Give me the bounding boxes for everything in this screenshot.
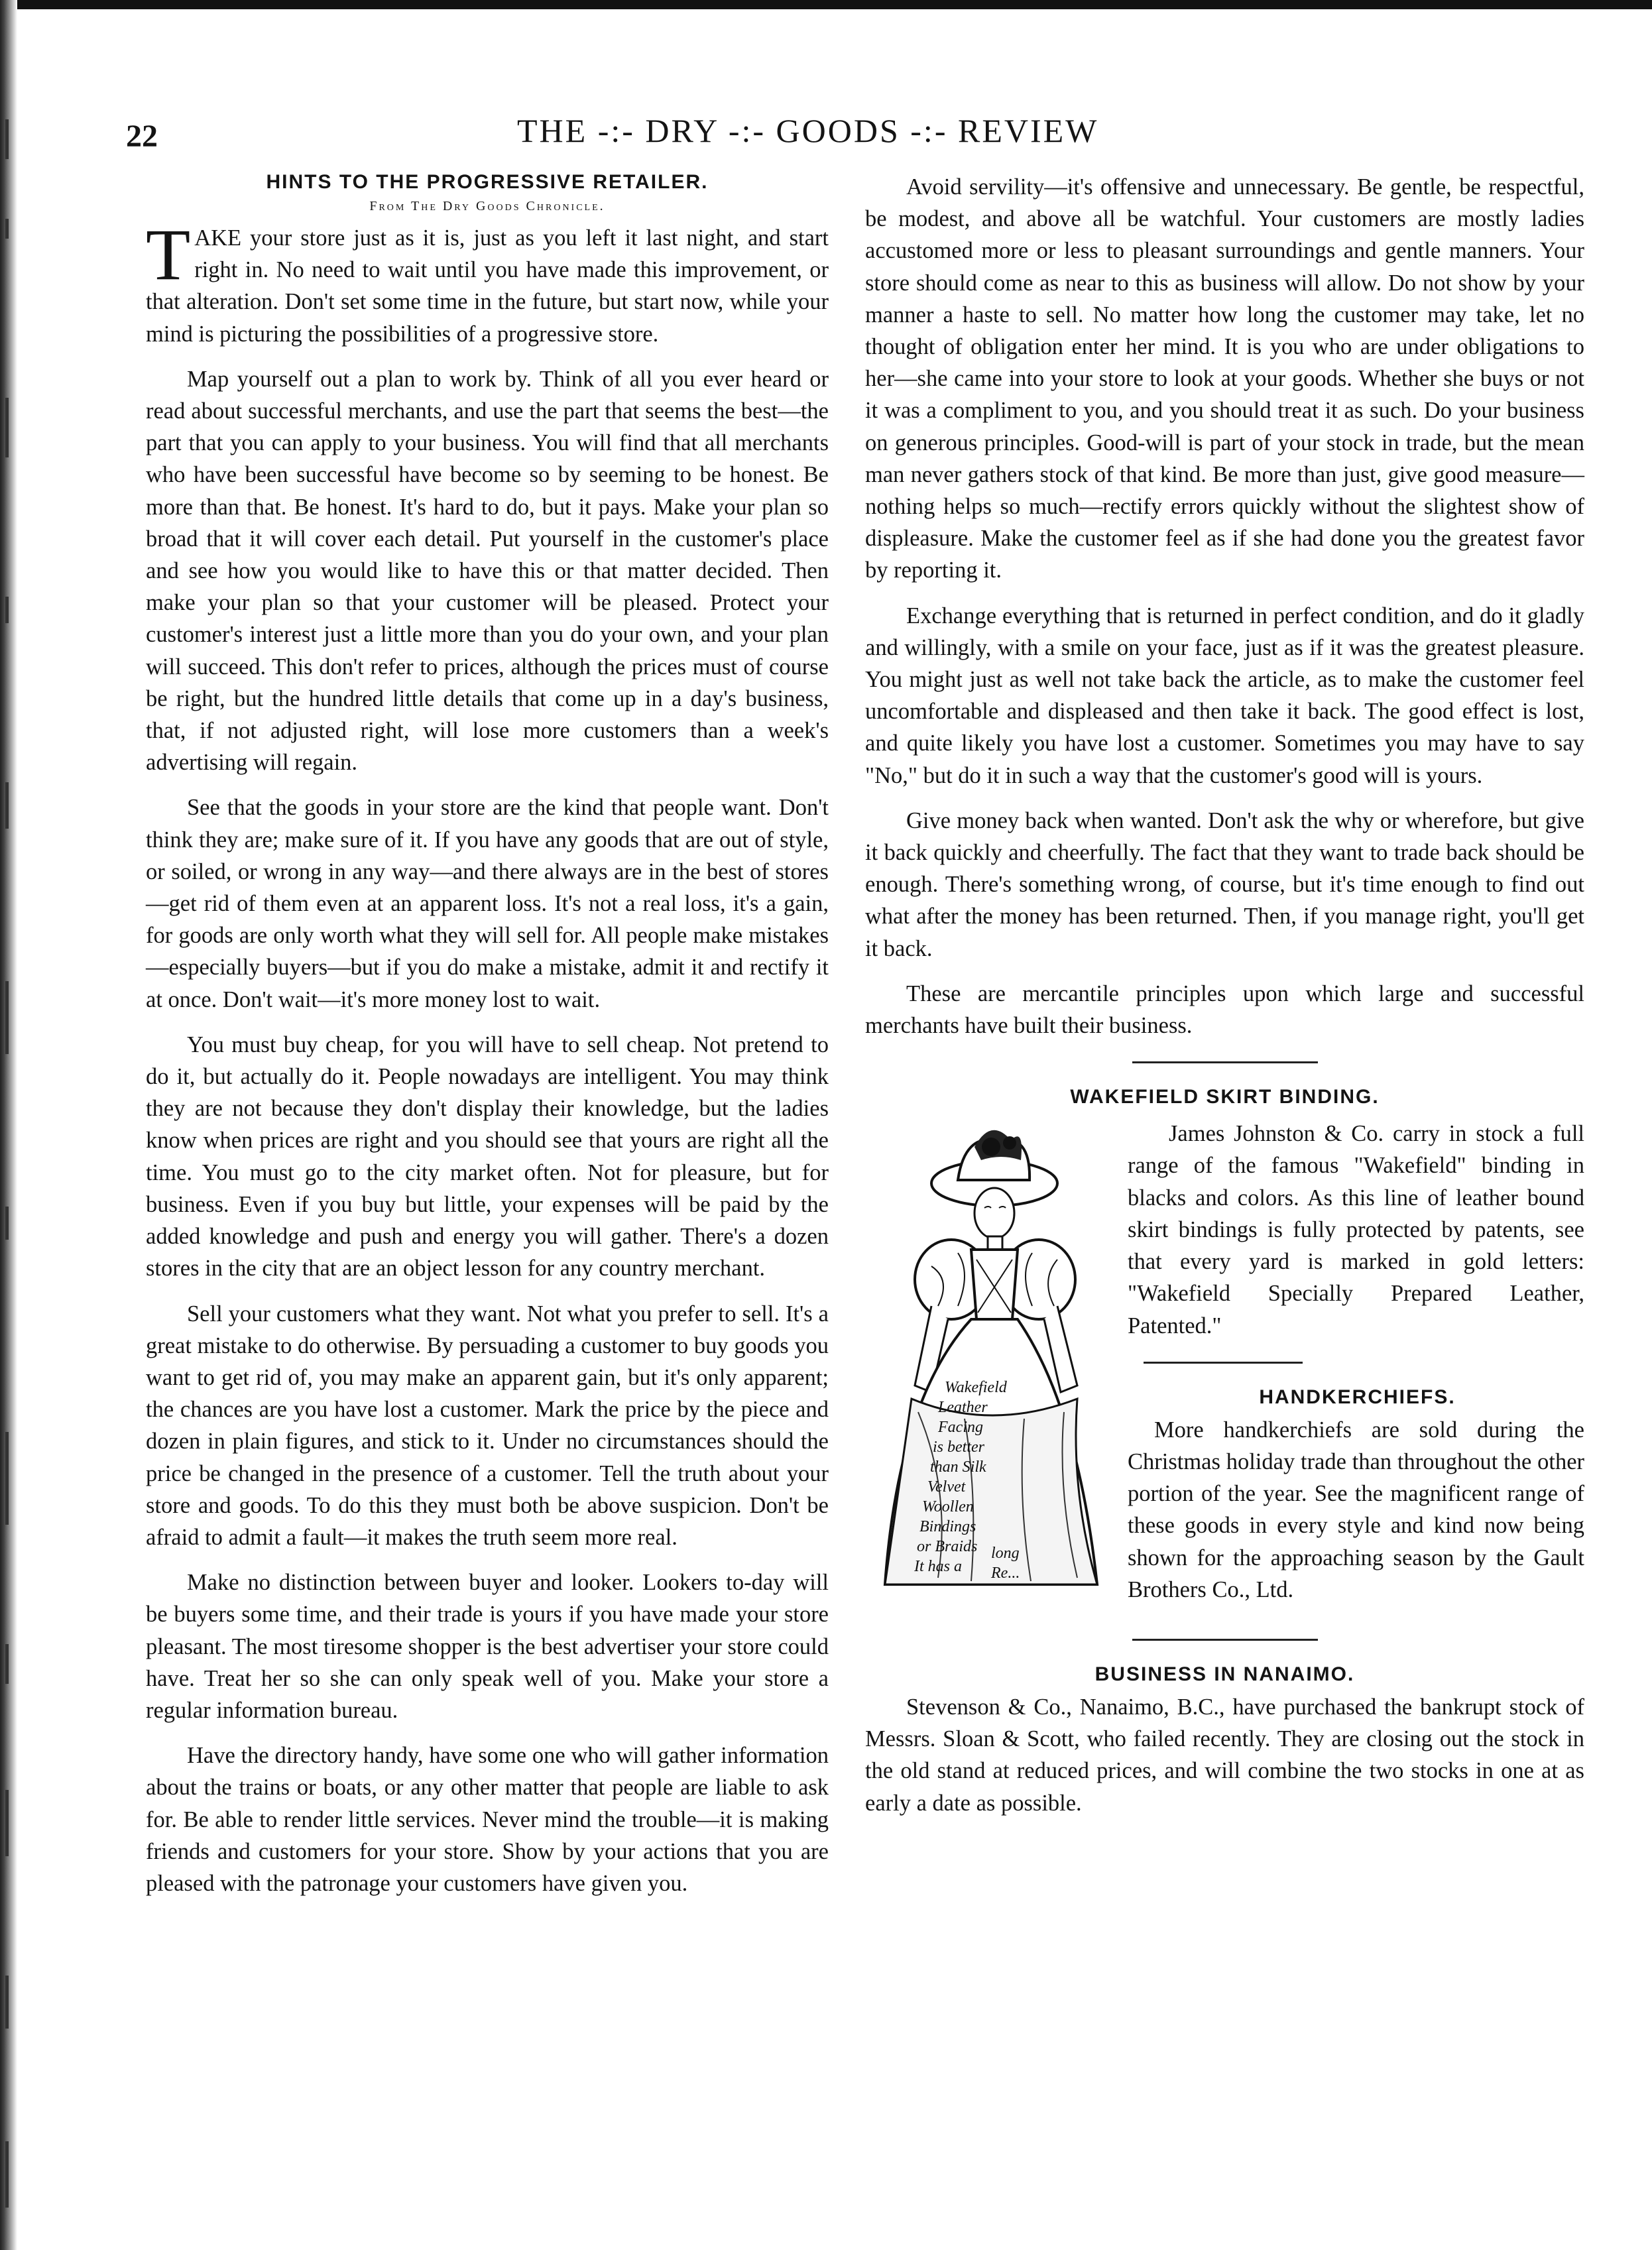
- lettering-10: It has a: [914, 1558, 962, 1576]
- wakefield-body: James Johnston & Co. carry in stock a full range of the famous "Wakefield" binding in blacks and colors. As this line of leather bound skirt bindings is fully protected by patents, see that every yard is marked in gold letters: "Wakefield Specially Prepared Leather, Patented.": [1128, 1121, 1584, 1338]
- hints-source: From The Dry Goods Chronicle.: [369, 199, 605, 213]
- hints-paragraph-1: TAKE your store just as it is, just as you left it last night, and start right in. No need to wait until you have made this improvement, or that alteration. Don't set some time in the future, but start now, while your mind is picturing the possibilities of a progressive store.: [146, 214, 829, 347]
- scan-edge-top: [0, 0, 1652, 9]
- page-number: 22: [126, 119, 158, 154]
- lettering-3: Facing: [938, 1419, 983, 1437]
- handkerchiefs-title: HANDKERCHIEFS.: [1259, 1386, 1456, 1408]
- hints-paragraph-2: Map yourself out a plan to work by. Think of all you ever heard or read about successful merchants, and use the part that seems the best—the part that you can apply to your business. You will find that all merchants who have been successful have become so by seeming to be honest. Be more than that. Be honest. It's hard to do, but it pays. Make your plan so broad that it will cover each detail. Put yourself in the customer's place and see how you would like to have this or that matter decided. Then make your plan so that your customer will be pleased. Protect your customer's interest just a little more than you do your own, and your plan will succeed. This don't refer to prices, although the prices must of course be right, but the hundred little details that come up in a day's business, that, if not adjusted right, will lose more customers than a week's advertising will regain.: [146, 366, 829, 776]
- lettering-7: Woollen: [922, 1498, 974, 1516]
- hints-paragraph-6: Make no distinction between buyer and looker. Lookers to-day will be buyers some time, and their trade is yours if you have made your store pleasant. The most tiresome shopper is the best advertiser your store could have. Treat her so she can only speak well of you. Make your store a regular information bureau.: [146, 1570, 829, 1723]
- lettering-6: Velvet: [927, 1478, 966, 1496]
- woman-with-skirt-illustration: [858, 1120, 1110, 1598]
- wakefield-article: [865, 1118, 1584, 1606]
- nanaimo-title: BUSINESS IN NANAIMO.: [1094, 1663, 1355, 1685]
- lettering-11: long: [991, 1545, 1020, 1563]
- section-divider: [1132, 1061, 1318, 1063]
- lettering-12: Re...: [991, 1565, 1020, 1582]
- hints-paragraph-5: Sell your customers what they want. Not what you prefer to sell. It's a great mistake to do otherwise. By persuading a customer to buy goods you want to get rid of, you may make an apparent gain, but it's only apparent; the chances are you have lost a customer. Mark the price by the piece and dozen in plain figures, and stick to it. Under no circumstances should the price be changed in the presence of a customer. Tell the truth about your store and goods. To do this they must both be above suspicion. Don't be afraid to admit a fault—it makes the truth seem more real.: [146, 1301, 829, 1550]
- gutter-marks: [0, 119, 27, 2208]
- wakefield-title: WAKEFIELD SKIRT BINDING.: [1070, 1086, 1380, 1108]
- left-column: [146, 171, 829, 1913]
- lettering-2: Leather: [938, 1399, 988, 1417]
- hints-paragraph-10: Give money back when wanted. Don't ask the why or wherefore, but give it back quickly and cheerfully. The fact that they want to trade back should be enough. There's something wrong, of course, but it's time enough to find out what after the money has been returned. Then, if you manage right, you'll get it back.: [865, 807, 1584, 961]
- hints-title: HINTS TO THE PROGRESSIVE RETAILER.: [266, 171, 709, 193]
- hints-paragraph-7: Have the directory handy, have some one who will gather information about the trains or boats, or any other matter that people are liable to ask for. Be able to render little services. Never mind the trouble—it is making friends and customers for your store. Show by your actions that you are pleased with the patronage your customers have given you.: [146, 1743, 829, 1896]
- section-divider: [1144, 1362, 1303, 1364]
- section-divider: [1132, 1639, 1318, 1641]
- running-title: THE -:- DRY -:- GOODS -:- REVIEW: [517, 112, 1099, 149]
- drop-cap: T: [146, 214, 191, 295]
- lettering-9: or Braids: [917, 1538, 978, 1556]
- lettering-1: Wakefield: [945, 1379, 1007, 1397]
- handkerchiefs-body: More handkerchiefs are sold during the Christmas holiday trade than throughout the other portion of the year. See the magnificent range of these goods in every style and kind now being shown for the approaching season by the Gault Brothers Co., Ltd.: [1128, 1417, 1584, 1602]
- hints-paragraph-3: See that the goods in your store are the kind that people want. Don't think they are; make sure of it. If you have any goods that are out of style, or soiled, or wrong in any way—and there always are in the best of stores—get rid of them even at an apparent loss. It's not a real loss, it's a gain, for goods are only worth what they will sell for. All people make mistakes—especially buyers—but if you do make a mistake, admit it and rectify it at once. Don't wait—it's more money lost to wait.: [146, 795, 829, 1012]
- hints-paragraph-11: These are mercantile principles upon which large and successful merchants have built their business.: [865, 980, 1584, 1039]
- hints-paragraph-4: You must buy cheap, for you will have to sell cheap. Not pretend to do it, but actually do it. People nowadays are intelligent. You may think they are not because they don't display their knowledge, but the ladies know when prices are right and you should see that yours are right all the time. You must go to the city market often. Not for pleasure, but for business. Even if you buy but little, your expenses will be paid by the added knowledge and push and energy you will gather. There's a dozen stores in the city that are an object lesson for any country merchant.: [146, 1032, 829, 1281]
- nanaimo-body: Stevenson & Co., Nanaimo, B.C., have purchased the bankrupt stock of Messrs. Sloan & Scott, who failed recently. They are closing out the stock in the old stand at reduced prices, and will combine the two stocks in one at as early a date as possible.: [865, 1694, 1584, 1816]
- lettering-8: Bindings: [919, 1518, 976, 1536]
- lettering-5: than Silk: [930, 1458, 986, 1476]
- hints-paragraph-8: Avoid servility—it's offensive and unnecessary. Be gentle, be respectful, be modest, and above all be watchful. Your customers are mostly ladies accustomed more or less to pleasant surroundings and gentle manners. Your store should come as near to this as business will allow. Do not show by your manner a haste to sell. No matter how long the customer may take, let no thought of obligation enter her mind. It is you who are under obligations to her—she came into your store to look at your goods. Whether she buys or not it was a compliment to you, and you should treat it as such. Do your business on generous principles. Good-will is part of your stock in trade, but the mean man never gathers stock of that kind. Be more than just, give good measure—nothing helps so much—rectify errors quickly without the slightest show of displeasure. Make the customer feel as if she had done you the greatest favor by reporting it.: [865, 174, 1584, 583]
- lettering-4: is better: [933, 1439, 984, 1456]
- right-column: [865, 171, 1584, 1832]
- hints-paragraph-9: Exchange everything that is returned in perfect condition, and do it gladly and willingly, with a smile on your face, just as if it was the greatest pleasure. You might just as well not take back the article, as to make the customer feel uncomfortable and displeased and then take it back. The good effect is lost, and quite likely you have lost a customer. Sometimes you may have to say "No," but do it in such a way that the customer's good will is yours.: [865, 603, 1584, 788]
